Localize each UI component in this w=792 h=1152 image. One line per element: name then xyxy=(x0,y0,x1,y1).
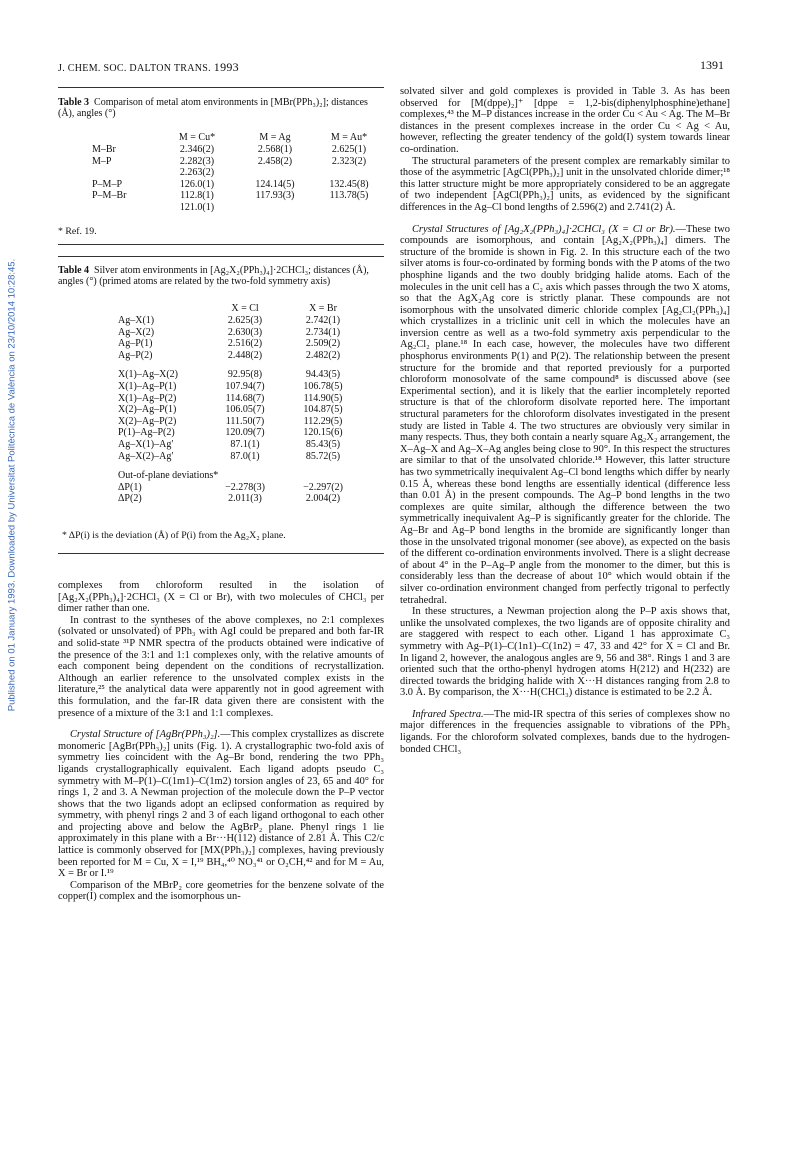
section-heading: Infrared Spectra. xyxy=(412,708,484,720)
table4-row xyxy=(118,416,362,428)
section-text: —These two compounds are isomorphous, and contain [Ag₂X₂(PPh₃)₄] dimers. The structure of the bromide is shown in Fig. 2. In this structure each of the two silver atoms is four-co-ordinated by forming bonds with the P atoms of the two phosphine ligands and the two doubly bridging halide atoms. Each of the molecules in the unit cell has a C₂ axis which passes through the two X atoms, so that the AgX₂Ag core is strictly planar. These compounds are not isomorphous with the unsolvated dimeric chloride complex [Ag₂Cl₂(PPh₃)₄] which crystallizes in a triclinic unit cell in which the molecules have an inversion centre as well as a two-fold symmetry axis perpendicular to the Ag₂Cl₂ plane.¹⁸ In each case, however, the molecules have two different phosphorus environments P(1) and P(2). The relationship between the present structure for the bromide and that reported previously for a purported chloroform monosolvate of the same compound⁸ is discussed above (see Experimental section), and it is likely that the earlier incompletely reported structure is that of the chloroform disolvate reported here. The important structural parameters for the chloroform disolvates investigated in the present study are listed in Table 4. The two structures are obviously very similar in many respects. Thus, they both contain a nearly square Ag₂X₂ arrangement, the X–Ag–X and Ag–X–Ag angles being close to 90°. In this respect the structures are similar to that of the unsolvated chloride.¹⁸ However, this latter structure has two symmetrically inequivalent Ag–Cl bond lengths which differ by nearly 0.15 Å, whereas these bond lengths are essentially identical (difference less than 0.01 Å) in the present compounds. The Ag–P bond lengths in the two complexes are quite similar, although the difference between the two symmetrically inequivalent Ag–P is significantly greater for the chloride. The Ag–Br and Ag–P bond lengths in the bromide are significantly longer than those in the unsolvated trigonal monomer (see above), as expected on the basis of the different co-ordination environments involved. There is a slight decrease of about 4° in the P–Ag–P angle from the monomer to the dimer, but this is considerably less than the decrease of about 10° which would obtain if the silver co-ordination environment changed from perfectly trigonal to perfectly tetrahedral. xyxy=(400,223,730,606)
value-cell: 117.93(3) xyxy=(255,190,295,202)
value-cell: 2.263(2) xyxy=(179,167,215,179)
table4-row xyxy=(118,327,362,339)
row-label-cell: Ag–P(2) xyxy=(118,349,153,361)
row-label-cell: Ag–X(1)–Ag′ xyxy=(118,438,174,450)
value-cell: 124.14(5) xyxy=(255,178,295,190)
table4-header-cell: X = Cl xyxy=(231,303,259,314)
table4-header-cell xyxy=(118,303,206,315)
value-cell: −2.297(2) xyxy=(303,481,343,493)
section-heading: Crystal Structure of [AgBr(PPh₃)₂]. xyxy=(70,729,221,741)
row-label-cell: X(1)–Ag–X(2) xyxy=(118,369,178,381)
journal-name: J. CHEM. SOC. DALTON TRANS. xyxy=(58,63,211,74)
row-label-cell: M–Br xyxy=(92,144,116,155)
table4-top-rule xyxy=(58,256,384,257)
table4-header-cell: X = Br xyxy=(309,303,337,314)
table3-header-cell: M = Ag xyxy=(259,132,291,143)
table4-row xyxy=(118,315,362,327)
row-label-cell: X(2)–Ag–P(2) xyxy=(118,415,177,427)
table4 xyxy=(118,303,362,505)
table3-footnote: * Ref. 19. xyxy=(58,226,97,237)
row-label-cell: X(1)–Ag–P(1) xyxy=(118,380,177,392)
value-cell: 85.43(5) xyxy=(305,438,341,450)
table3-row xyxy=(92,179,386,191)
table3-row xyxy=(92,156,386,168)
table4-row xyxy=(118,393,362,405)
value-cell: 120.09(7) xyxy=(225,427,265,439)
value-cell: 2.282(3) xyxy=(179,155,215,167)
table4-header-row xyxy=(118,303,362,315)
table4-row xyxy=(118,451,362,463)
value-cell: 106.05(7) xyxy=(225,404,265,416)
value-cell: 87.1(1) xyxy=(230,438,260,450)
value-cell: 2.448(2) xyxy=(227,349,263,361)
value-cell: 132.45(8) xyxy=(329,178,369,190)
table4-row xyxy=(118,369,362,381)
table4-oop-title: Out-of-plane deviations* xyxy=(118,470,219,482)
table4-row xyxy=(118,404,362,416)
table3-header-row xyxy=(92,132,386,144)
body-paragraph: solvated silver and gold complexes is provided in Table 3. As has been observed for [M(dppe)₂]⁺ [dppe = 1,2-bis(diphenylphosphine)ethane] complexes,⁴³ the M–P distances increase in the order Cu < Au < Ag. The M–Br distances in the present complexes increase in the order Cu < Ag < Au, however, reflecting the greater tendency of the gold(I) system towards linear co-ordination. xyxy=(400,86,730,155)
table4-row xyxy=(118,350,362,362)
value-cell: 113.78(5) xyxy=(329,190,369,202)
value-cell: 114.90(5) xyxy=(303,392,343,404)
value-cell: 112.8(1) xyxy=(180,190,214,202)
value-cell: 2.011(3) xyxy=(228,493,262,505)
value-cell: 107.94(7) xyxy=(225,380,265,392)
table3-row xyxy=(92,190,386,202)
value-cell: 2.323(2) xyxy=(331,155,367,167)
value-cell xyxy=(312,167,386,179)
table4-row xyxy=(118,439,362,451)
section-text: —This complex crystallizes as discrete monomeric [AgBr(PPh₃)₂] units (Fig. 1). A crystallographic two-fold axis of symmetry lies coincident with the Ag–Br bond, rendering the two PPh₃ ligands crystallographically equivalent. Each ligand adopts pseudo C₃ symmetry with M–P(1)–C(1m1)–C(1m2) torsion angles of 23, 65 and 40° for rings 1, 2 and 3. A Newman projection of the molecule down the P–P vector shows that the two ligands adopt an eclipsed conformation as required by symmetry, with phenyl rings 2 and 3 of each ligand orthogonal to each other and projecting above and below the AgBrP₂ plane. Phenyl rings 1 lie approximately in this plane with a Br···H(112) distance of 2.81 Å. This C2/c lattice is commonly observed for [MX(PPh₃)₂] complexes, having previously been reported for M = Cu, X = I,¹⁹ BH₄,⁴⁰ NO₃⁴¹ or O₂CH,⁴² and for M = Au, X = Br or I.¹⁹ xyxy=(58,729,384,880)
value-cell: 121.0(1) xyxy=(179,201,215,213)
value-cell: 85.72(5) xyxy=(305,450,341,462)
row-label-cell: P–M–P xyxy=(92,178,123,190)
left-column-body xyxy=(58,580,384,903)
right-column-body xyxy=(400,86,730,755)
value-cell: 2.625(1) xyxy=(331,144,367,155)
table4-footnote: * ΔP(i) is the deviation (Å) of P(i) from the Ag₂X₂ plane. xyxy=(62,530,286,541)
value-cell: 2.568(1) xyxy=(257,144,293,155)
table4-row xyxy=(118,381,362,393)
value-cell: 126.0(1) xyxy=(179,178,215,190)
table4-caption xyxy=(58,265,384,287)
body-paragraph: In contrast to the syntheses of the above complexes, no 2:1 complexes (solvated or unsolvated) of PPh₃ with AgI could be prepared and both far-IR and solid-state ³¹P NMR spectra of the products obtained were indicative of the presence of the 3:1 and 1:1 complexes only, with the relative amounts of each component being dependent on the conditions of recrystallization. Although an earlier reference to the unsolvated complex exists in the literature,²⁵ the analytical data were apparently not in good agreement with this formulation, and the far-IR data given there are consistent with the presence of a mixture of the 3:1 and 1:1 complexes. xyxy=(58,614,384,719)
value-cell: −2.278(3) xyxy=(225,481,265,493)
value-cell: 2.734(1) xyxy=(305,326,341,338)
row-label-cell: Ag–X(2) xyxy=(118,326,155,338)
table4-row xyxy=(118,427,362,439)
value-cell: 2.742(1) xyxy=(305,315,341,326)
value-cell: 111.50(7) xyxy=(225,415,265,427)
row-label-cell: X(2)–Ag–P(1) xyxy=(118,404,177,416)
table3-caption xyxy=(58,97,384,119)
row-label-cell: Ag–X(2)–Ag′ xyxy=(118,450,174,462)
value-cell: 2.458(2) xyxy=(257,155,293,167)
body-paragraph: In these structures, a Newman projection along the P–P axis shows that, unlike the unsolvated complexes, the two ligands are of opposite chirality and are staggered with respect to each other. Ligand 1 has approximate C₃ symmetry with Ag–P(1)–C(1n1)–C(1n2) = 47, 33 and 42° for X = Cl and Br. In ligand 2, however, the analogous angles are 9, 56 and 38°. Rings 1 and 3 are oriented such that the ortho-phenyl hydrogen atoms H(212) and H(232) are directed towards the bridging halide with X···H distances ranging from 2.8 to 3.0 Å. By comparison, the X···H(CHCl₃) distance is estimated to be 2.2 Å. xyxy=(400,606,730,699)
row-label-cell: Ag–X(1) xyxy=(118,315,155,326)
table3-label: Table 3 xyxy=(58,97,90,108)
download-watermark-text: Published on 01 January 1993. Downloaded by Universitat Politècnica de València on 23/10/2014 10:28:45. xyxy=(6,258,18,712)
running-header xyxy=(58,60,239,75)
value-cell xyxy=(312,202,386,214)
section-text: —The mid-IR spectra of this series of complexes show no major differences in the frequencies assignable to vibrations of the PPh₃ ligands. For the chloroform solvated complexes, bands due to the hydrogen-bonded CHCl₃ xyxy=(400,708,730,755)
value-cell: 92.95(8) xyxy=(227,369,263,381)
value-cell: 120.15(6) xyxy=(303,427,343,439)
body-paragraph: complexes from chloroform resulted in the isolation of [Ag₂X₂(PPh₃)₄]·2CHCl₃ (X = Cl or Br), with two molecules of CHCl₃ per dimer rather than one. xyxy=(58,580,384,615)
row-label-cell: Ag–P(1) xyxy=(118,338,153,350)
value-cell xyxy=(238,167,312,179)
table3-bottom-rule xyxy=(58,244,384,245)
row-label-cell xyxy=(92,167,156,179)
row-label-cell: P(1)–Ag–P(2) xyxy=(118,427,175,439)
value-cell xyxy=(238,202,312,214)
table3-header-cell: M = Au* xyxy=(330,132,368,143)
section-paragraph xyxy=(400,224,730,607)
section-heading: Crystal Structures of [Ag₂X₂(PPh₃)₄]·2CHCl₃ (X = Cl or Br). xyxy=(412,223,676,235)
table4-row xyxy=(118,493,362,505)
table3-row xyxy=(92,202,386,214)
row-label-cell: ΔP(2) xyxy=(118,493,142,505)
page-number: 1391 xyxy=(700,58,724,72)
table3-row xyxy=(92,144,386,156)
value-cell: 104.87(5) xyxy=(303,404,343,416)
table4-label: Table 4 xyxy=(58,265,90,276)
table4-bottom-rule xyxy=(58,553,384,554)
value-cell: 106.78(5) xyxy=(303,380,343,392)
value-cell: 2.004(2) xyxy=(305,493,341,505)
table3-header-cell xyxy=(92,132,156,144)
table3 xyxy=(92,132,386,214)
section-paragraph xyxy=(58,729,384,880)
value-cell: 2.516(2) xyxy=(227,338,263,350)
section-paragraph xyxy=(400,709,730,755)
body-paragraph: Comparison of the MBrP₂ core geometries for the benzene solvate of the copper(I) complex and the isomorphous un- xyxy=(58,879,384,903)
table3-caption-text: Comparison of metal atom environments in [MBr(PPh₃)₂]; distances (Å), angles (°) xyxy=(58,97,368,120)
table4-row xyxy=(118,338,362,350)
table3-row xyxy=(92,167,386,179)
value-cell: 114.68(7) xyxy=(225,392,265,404)
table4-oop-title-row xyxy=(118,470,362,482)
value-cell: 87.0(1) xyxy=(230,450,260,462)
row-label-cell: X(1)–Ag–P(2) xyxy=(118,392,177,404)
value-cell: 2.346(2) xyxy=(179,144,215,155)
value-cell: 112.29(5) xyxy=(303,415,343,427)
value-cell: 2.625(3) xyxy=(227,315,263,326)
value-cell: 2.630(3) xyxy=(227,326,263,338)
row-label-cell xyxy=(92,202,156,214)
body-paragraph: The structural parameters of the present complex are remarkably similar to those of the asymmetric [AgCl(PPh₃)₂] unit in the unsolvated chloride dimer;¹⁸ this latter structure might be more appropriately considered to be an aggregate of two independent [AgCl(PPh₃)₂] units, as evidenced by the significant differences in the Ag–Cl bond lengths of 2.596(2) and 2.741(2) Å. xyxy=(400,155,730,213)
value-cell: 2.482(2) xyxy=(305,349,341,361)
table3-header-cell: M = Cu* xyxy=(178,132,216,143)
value-cell: 94.43(5) xyxy=(305,369,341,381)
table3-top-rule xyxy=(58,87,384,88)
row-label-cell: M–P xyxy=(92,155,112,167)
table4-row xyxy=(118,482,362,494)
table4-caption-text: Silver atom environments in [Ag₂X₂(PPh₃)₄]·2CHCl₃; distances (Å), angles (°) (primed atoms are related by the two-fold symmetry axis) xyxy=(58,265,369,288)
download-watermark xyxy=(4,140,20,830)
journal-year: 1993 xyxy=(213,60,239,74)
row-label-cell: ΔP(1) xyxy=(118,481,142,493)
row-label-cell: P–M–Br xyxy=(92,190,127,202)
value-cell: 2.509(2) xyxy=(305,338,341,350)
